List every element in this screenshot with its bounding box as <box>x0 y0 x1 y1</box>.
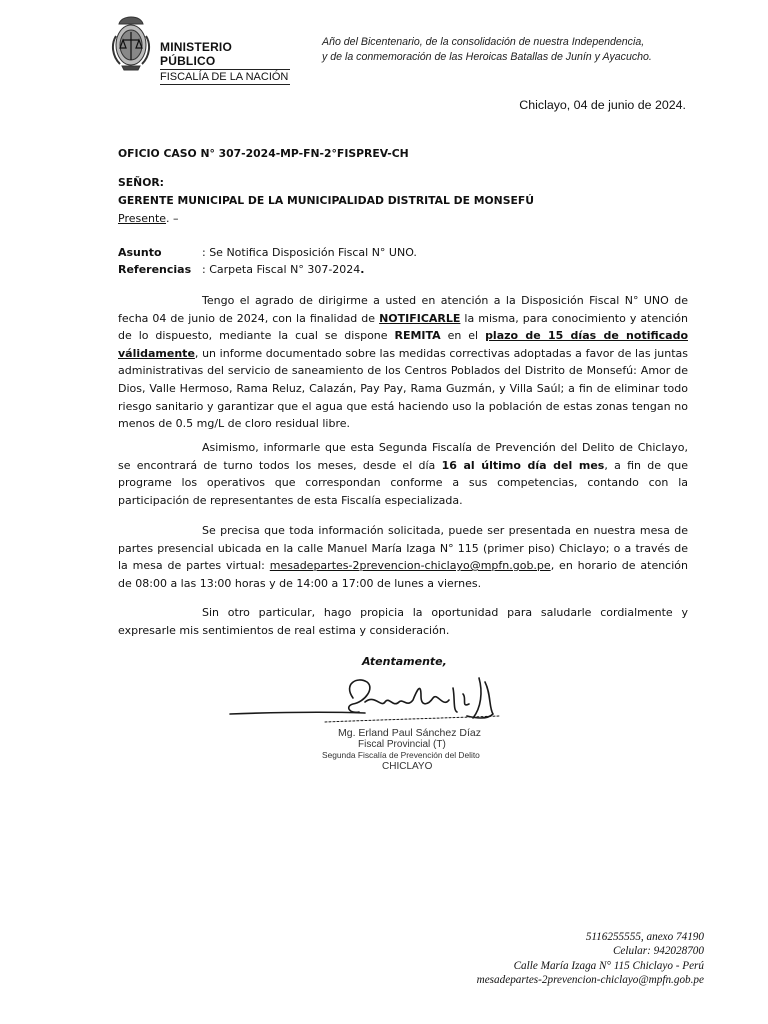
body-paragraph-1 <box>118 292 688 433</box>
presente-line <box>118 212 179 225</box>
stamp-office: Segunda Fiscalía de Prevención del Delito <box>322 750 480 760</box>
p1-notificarle: NOTIFICARLE <box>379 311 461 325</box>
body-paragraph-2 <box>118 439 688 509</box>
ministry-name: MINISTERIO PÚBLICO <box>160 40 290 70</box>
recipient-name: GERENTE MUNICIPAL DE LA MUNICIPALIDAD DISTRITAL DE MONSEFÚ <box>118 194 535 207</box>
oficio-title: OFICIO CASO N° 307-2024-MP-FN-2°FISPREV-CH <box>118 147 409 160</box>
footer-email: mesadepartes-2prevencion-chiclayo@mpfn.gob.pe <box>476 974 704 987</box>
footer-mobile: Celular: 942028700 <box>612 945 704 958</box>
p1-remita: REMITA <box>394 329 441 343</box>
closing-text: Atentamente, <box>362 655 447 668</box>
p1-text-2: la misma, para conocimiento y atención de lo dispuesto, mediante la cual se dispone <box>118 311 688 343</box>
referencias-label: Referencias <box>118 263 192 276</box>
p3-email-link[interactable]: mesadepartes-2prevencion-chiclayo@mpfn.gob.pe <box>269 559 551 573</box>
document-date: Chiclayo, 04 de junio de 2024. <box>519 98 686 112</box>
handwritten-signature <box>225 668 515 736</box>
footer-phone: 5116255555, anexo 74190 <box>585 931 704 943</box>
referencias-value: Carpeta Fiscal N° 307-2024 <box>209 263 361 276</box>
presente-word: Presente <box>118 212 167 225</box>
stamp-city: CHICLAYO <box>382 761 433 772</box>
signature-stamp <box>320 728 520 772</box>
p3-text-2: , en horario de atención de 08:00 a las 13:00 horas y de 14:00 a 17:00 de lunes a viernes. <box>118 559 688 590</box>
footer-contact <box>420 930 704 988</box>
p1-text-4: , un informe documentado sobre las medidas correctivas adoptadas a favor de las juntas administrativas del servicio de saneamiento de los Centros Poblados del Distrito de Monsefú: Amor de Dios, Valle Hermoso, Rama Reluz, Calazán, Pay Pay, Rama Guzmán, y Villa Saúl; a fin de eliminar todo riesgo sanitario y garantizar que el agua que está haciendo uso la población de estas zonas tengan no menos de 0.5 mg/L de cloro residual libre. <box>118 346 688 431</box>
presente-suffix: . – <box>166 212 179 225</box>
body-paragraph-4: Sin otro particular, hago propicia la oportunidad para saludarle cordialmente y expresarle mis sentimientos de real estima y consideración. <box>118 606 688 637</box>
p2-text-2: , a fin de que programe los operativos que correspondan conforme a sus competencias, contando con la participación de representantes de esta Fiscalía especializada. <box>118 458 688 507</box>
p2-text-1: Asimismo, informarle que esta Segunda Fiscalía de Prevención del Delito de Chiclayo, se encontrará de turno todos los meses, desde el día <box>118 441 688 472</box>
year-motto-line-1: Año del Bicentenario, de la consolidación de nuestra Independencia, <box>322 36 645 48</box>
p1-plazo: plazo de 15 días de notificado válidamente <box>118 329 688 360</box>
p2-dates: 16 al último día del mes <box>441 458 605 472</box>
p1-text-3: en el <box>440 329 486 343</box>
asunto-value: : Se Notifica Disposición Fiscal N° UNO. <box>202 246 417 259</box>
stamp-role: Fiscal Provincial (T) <box>358 739 446 750</box>
p3-text-1: Se precisa que toda información solicitada, puede ser presentada en nuestra mesa de partes presencial ubicada en la calle Manuel María Izaga N° 115 (primer piso) Chiclayo; o a través de la mesa de partes virtual: <box>118 524 688 573</box>
year-motto <box>322 35 702 65</box>
body-paragraph-3 <box>118 522 688 592</box>
referencias-suffix: . <box>360 263 365 276</box>
ministry-subname: FISCALÍA DE LA NACIÓN <box>160 71 289 83</box>
year-motto-line-2: y de la conmemoración de las Heroicas Batallas de Junín y Ayacucho. <box>322 51 652 63</box>
asunto-label: Asunto <box>118 246 162 259</box>
ministry-name-block <box>160 40 290 85</box>
stamp-name: Mg. Erland Paul Sánchez Díaz <box>338 727 481 739</box>
footer-address: Calle María Izaga N° 115 Chiclayo - Perú <box>513 959 704 972</box>
ministerio-publico-seal-icon <box>108 14 154 72</box>
p1-text-1: Tengo el agrado de dirigirme a usted en atención a la Disposición Fiscal N° UNO de fecha 04 de junio de 2024, con la finalidad de <box>118 294 688 325</box>
referencias-prefix: : <box>202 263 210 276</box>
referencias-value-line <box>202 263 364 276</box>
recipient-salutation: SEÑOR: <box>118 176 164 189</box>
